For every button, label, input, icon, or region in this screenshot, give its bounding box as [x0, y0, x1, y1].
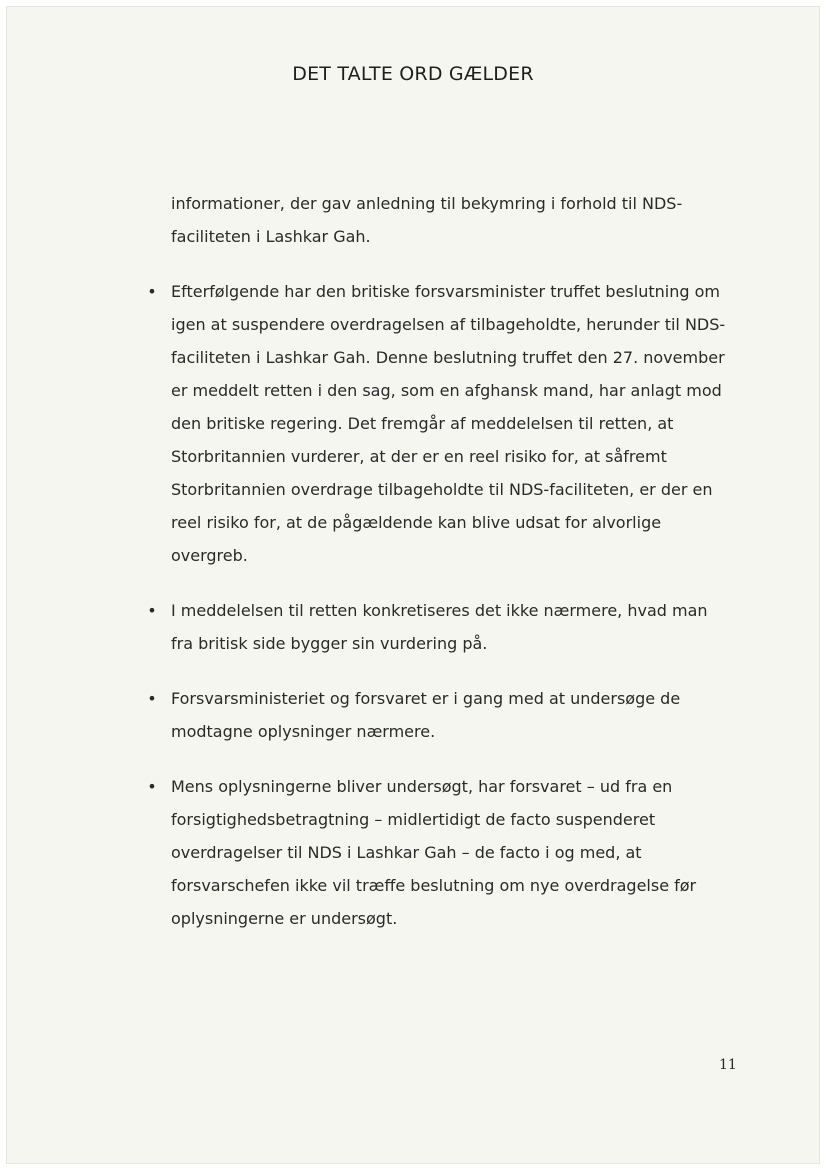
bullet-icon: • [147, 282, 157, 301]
bullet-text: Efterfølgende har den britiske forsvarsminister truffet beslutning om igen at suspendere overdragelsen af tilbageholdte, herunder til NDS-faciliteten i Lashkar Gah. Denne beslutning truffet den 27. november er meddelt retten i den sag, som en afghansk mand, har anlagt mod den britiske regering. Det fremgår af meddelelsen til retten, at Storbritannien vurderer, at der er en reel risiko for, at såfremt Storbritannien overdrage tilbageholdte til NDS-faciliteten, er der en reel risiko for, at de pågældende kan blive udsat for alvorlige overgreb. [171, 282, 726, 565]
bullet-item [147, 682, 731, 748]
bullet-text: Mens oplysningerne bliver undersøgt, har forsvaret – ud fra en forsigtighedsbetragtning – midlertidigt de facto suspenderet overdragelser til NDS i Lashkar Gah – de facto i og med, at forsvarschefen ikke vil træffe beslutning om nye overdragelse før oplysningerne er undersøgt. [171, 777, 697, 928]
bullet-item [147, 594, 731, 660]
page-content [147, 187, 731, 935]
bullet-item [147, 275, 731, 572]
bullet-icon: • [147, 689, 157, 708]
bullet-icon: • [147, 601, 157, 620]
bullet-list [147, 275, 731, 935]
bullet-item [147, 770, 731, 935]
page-header: DET TALTE ORD GÆLDER [292, 63, 534, 85]
document-page [6, 6, 820, 1164]
bullet-text: Forsvarsministeriet og forsvaret er i gang med at undersøge de modtagne oplysninger nærmere. [171, 689, 681, 741]
page-number: 11 [719, 1057, 737, 1073]
intro-paragraph: informationer, der gav anledning til bekymring i forhold til NDS-faciliteten i Lashkar Gah. [171, 194, 683, 246]
bullet-icon: • [147, 777, 157, 796]
bullet-text: I meddelelsen til retten konkretiseres det ikke nærmere, hvad man fra britisk side bygger sin vurdering på. [171, 601, 708, 653]
